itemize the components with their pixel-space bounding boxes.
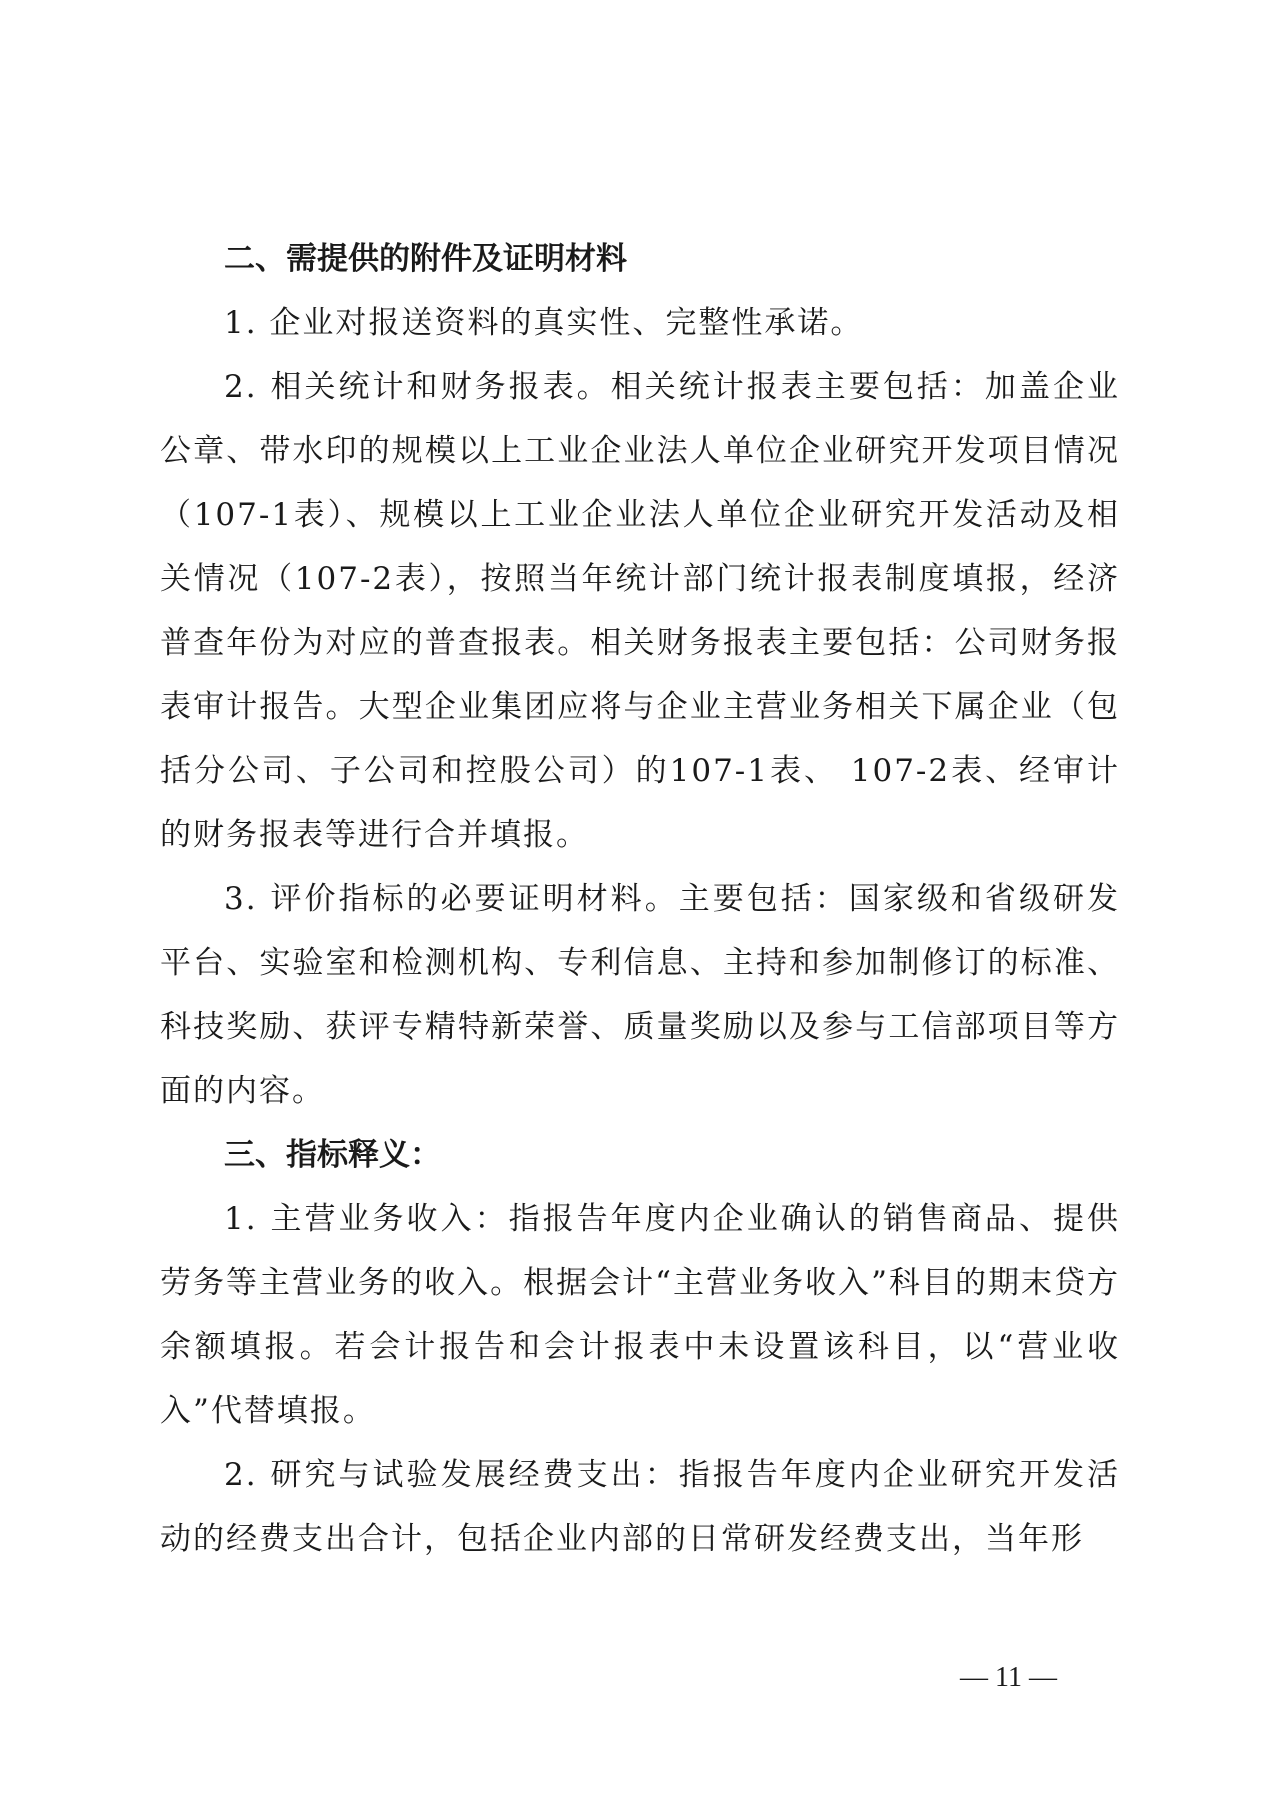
section-heading-attachments: 二、需提供的附件及证明材料 bbox=[224, 241, 627, 277]
definition-item-1: 1. 主营业务收入：指报告年度内企业确认的销售商品、提供劳务等主营业务的收入。根据会计“主营业务收入”科目的期末贷方余额填报。若会计报告和会计报表中未设置该科目，以“营业收入”代替填报。 bbox=[160, 1201, 1120, 1429]
attachment-item-1: 1. 企业对报送资料的真实性、完整性承诺。 bbox=[224, 305, 864, 341]
attachment-item-2: 2. 相关统计和财务报表。相关统计报表主要包括：加盖企业公章、带水印的规模以上工业企业法人单位企业研究开发项目情况（107-1表）、规模以上工业企业法人单位企业研究开发活动及相关情况（107-2表），按照当年统计部门统计报表制度填报，经济普查年份为对应的普查报表。相关财务报表主要包括：公司财务报表审计报告。大型企业集团应将与企业主营业务相关下属企业（包括分公司、子公司和控股公司）的107-1表、 107-2表、经审计的财务报表等进行合并填报。 bbox=[160, 369, 1120, 853]
attachment-item-3: 3. 评价指标的必要证明材料。主要包括：国家级和省级研发平台、实验室和检测机构、专利信息、主持和参加制修订的标准、科技奖励、获评专精特新荣誉、质量奖励以及参与工信部项目等方面的内容。 bbox=[160, 881, 1120, 1109]
definition-item-2: 2. 研究与试验发展经费支出：指报告年度内企业研究开发活动的经费支出合计，包括企业内部的日常研发经费支出，当年形 bbox=[160, 1457, 1120, 1557]
page-number: — 11 — bbox=[960, 1662, 1057, 1693]
section-heading-definitions: 三、指标释义： bbox=[224, 1137, 441, 1173]
document-body bbox=[160, 227, 1120, 1571]
